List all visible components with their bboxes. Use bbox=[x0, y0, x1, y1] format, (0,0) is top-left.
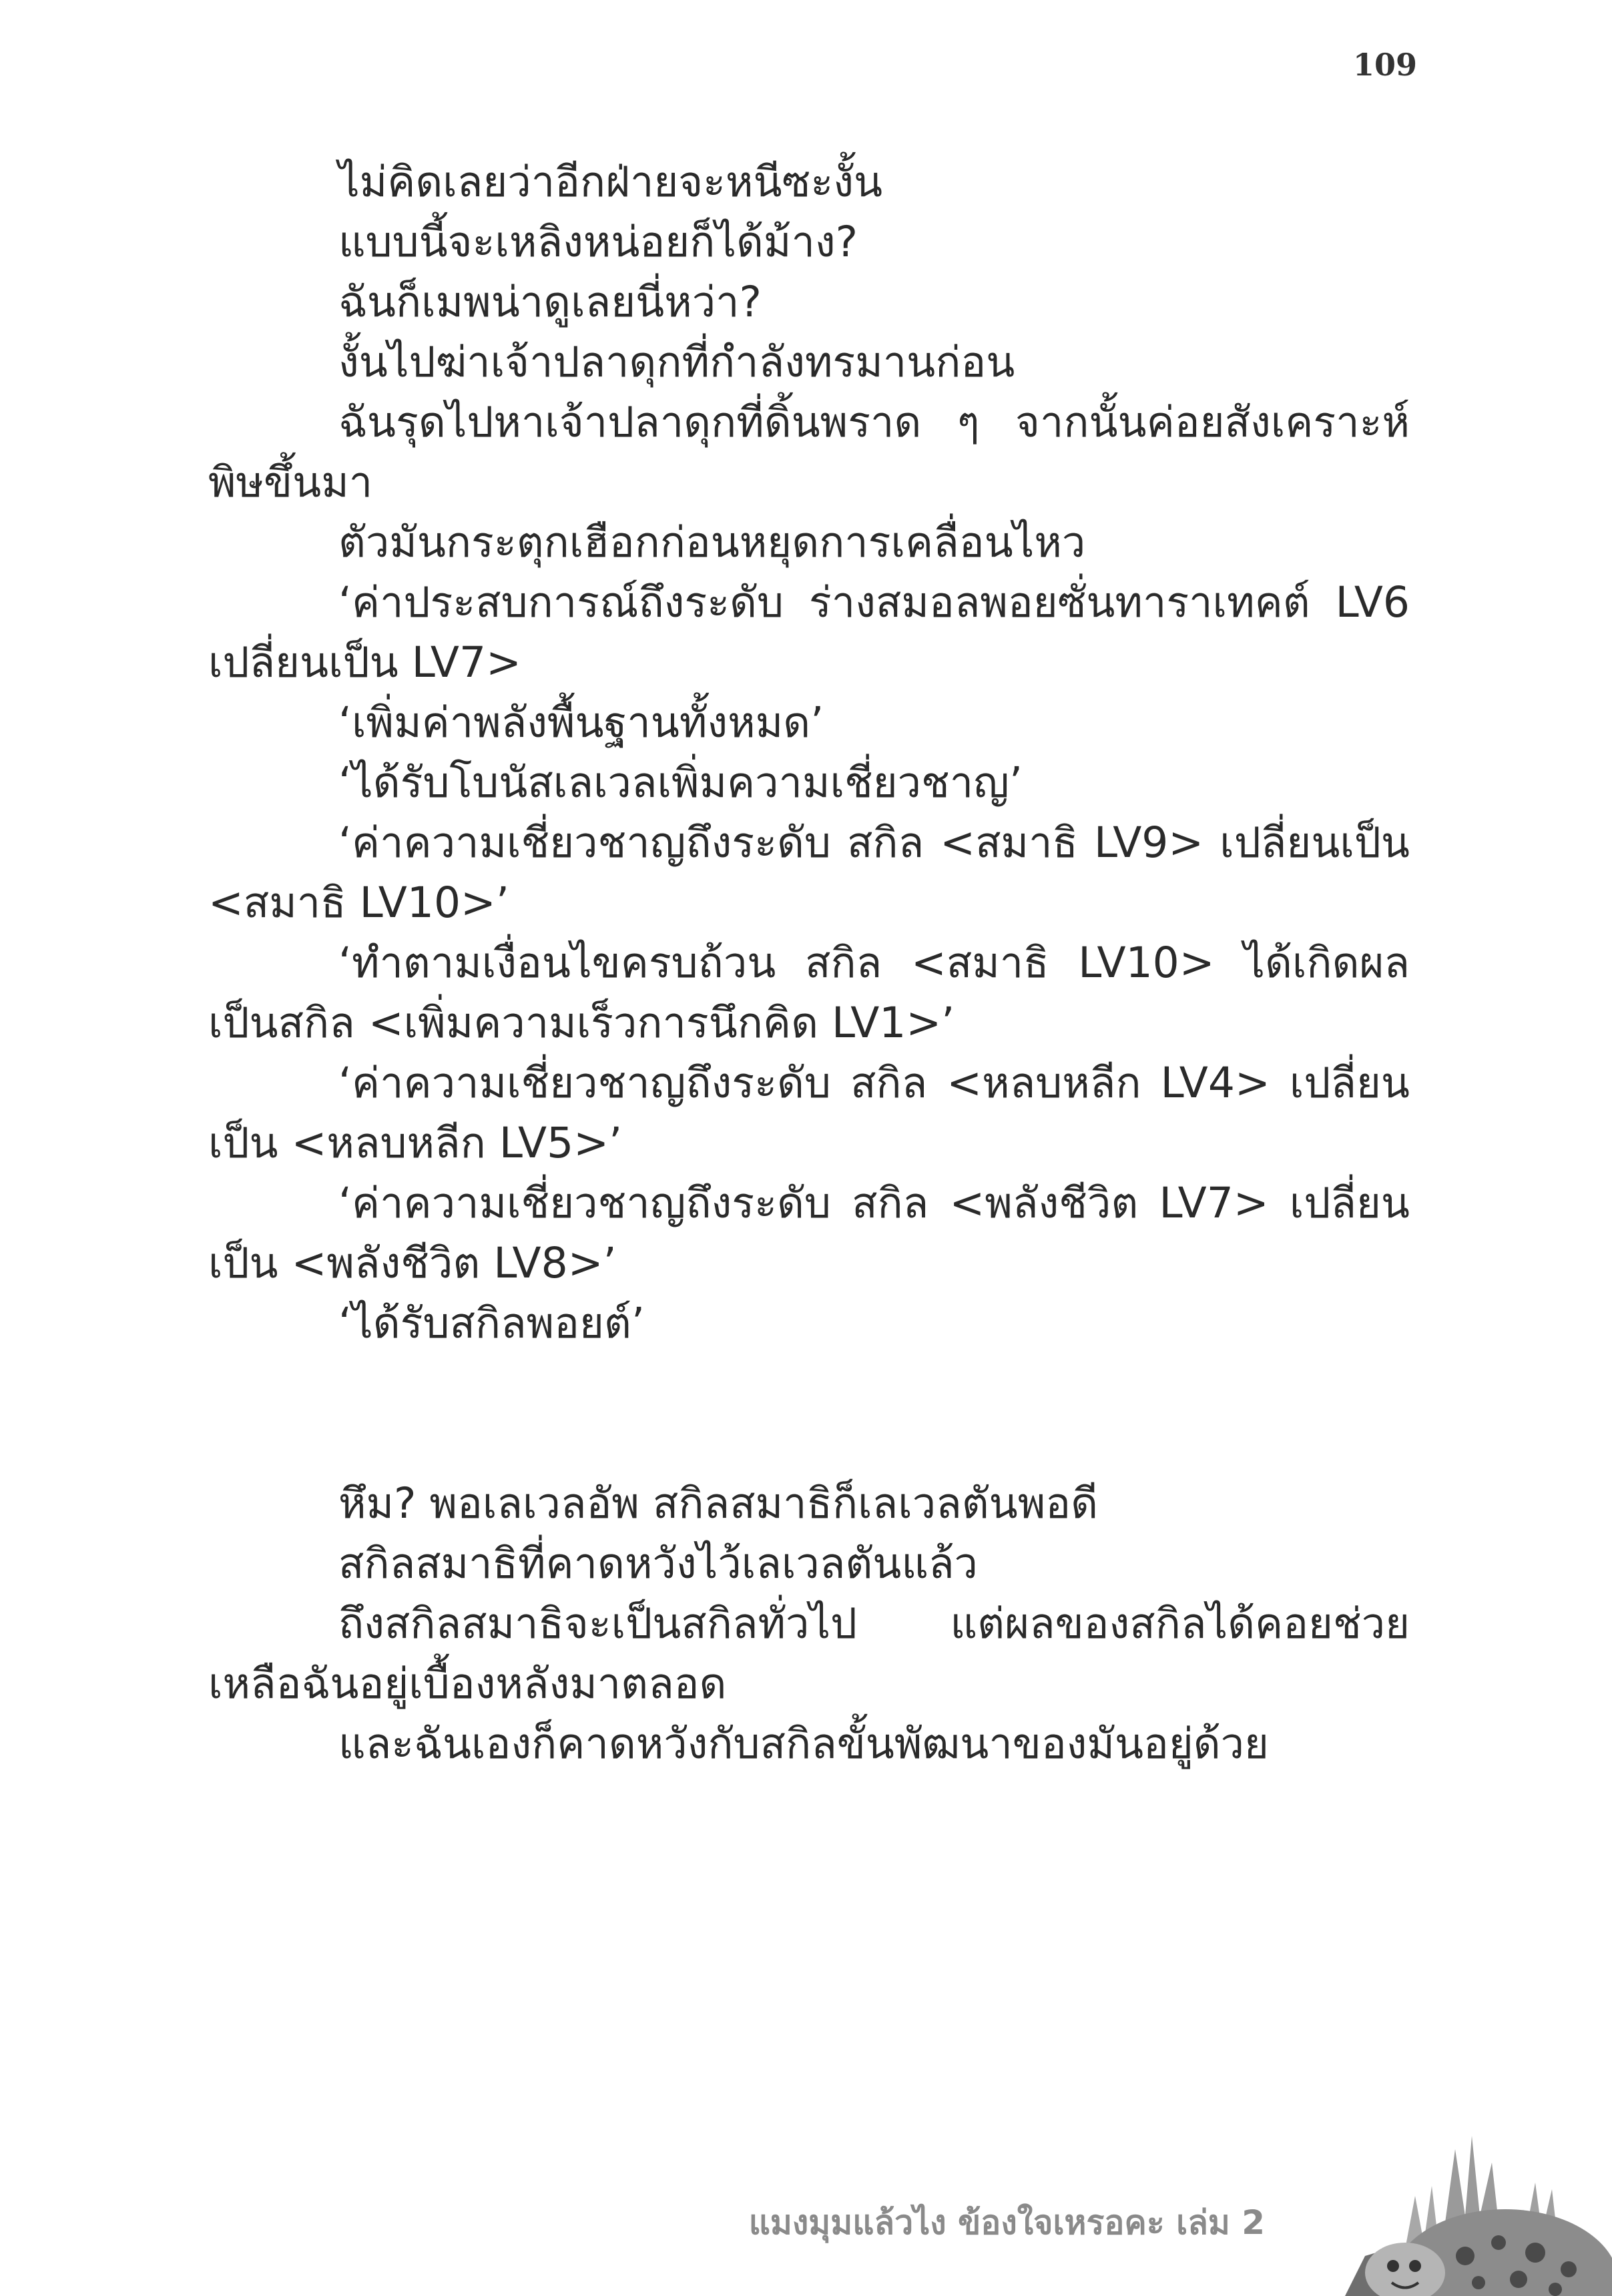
page-number: 109 bbox=[1352, 47, 1417, 83]
body-text bbox=[208, 152, 1410, 1774]
paragraph: สกิลสมาธิที่คาดหวังไว้เลเวลตันแล้ว bbox=[338, 1539, 978, 1588]
paragraph: ฉันรุดไปหาเจ้าปลาดุกที่ดิ้นพราด ๆ จากนั้นค่อยสังเคราะห์พิษขึ้นมา bbox=[208, 398, 1410, 507]
paragraph: ‘ค่าความเชี่ยวชาญถึงระดับ สกิล <พลังชีวิต LV7> เปลี่ยนเป็น <พลังชีวิต LV8>’ bbox=[208, 1179, 1410, 1287]
paragraph: ‘ทำตามเงื่อนไขครบถ้วน สกิล <สมาธิ LV10> ได้เกิดผลเป็นสกิล <เพิ่มความเร็วการนึกคิด LV1>’ bbox=[208, 938, 1410, 1047]
paragraph: หึม? พอเลเวลอัพ สกิลสมาธิก็เลเวลตันพอดี bbox=[338, 1479, 1098, 1528]
paragraph: ‘เพิ่มค่าพลังพื้นฐานทั้งหมด’ bbox=[338, 698, 824, 747]
spider-mascot-icon bbox=[1305, 2122, 1612, 2296]
book-title: แมงมุมแล้วไง ข้องใจเหรอคะ เล่ม 2 bbox=[748, 2203, 1265, 2242]
section-break bbox=[208, 1354, 1410, 1474]
paragraph: ‘ค่าประสบการณ์ถึงระดับ ร่างสมอลพอยซั่นทาราเทคต์ LV6 เปลี่ยนเป็น LV7> bbox=[208, 578, 1410, 687]
paragraph: ไม่คิดเลยว่าอีกฝ่ายจะหนีซะงั้น bbox=[338, 158, 883, 206]
paragraph: ถึงสกิลสมาธิจะเป็นสกิลทั่วไป แต่ผลของสกิลได้คอยช่วยเหลือฉันอยู่เบื้องหลังมาตลอด bbox=[208, 1599, 1410, 1708]
paragraph: ฉันก็เมพน่าดูเลยนี่หว่า? bbox=[338, 278, 762, 326]
paragraph: ‘ได้รับสกิลพอยต์’ bbox=[338, 1299, 645, 1348]
paragraph: งั้นไปฆ่าเจ้าปลาดุกที่กำลังทรมานก่อน bbox=[338, 338, 1015, 386]
page-footer bbox=[0, 2122, 1612, 2296]
paragraph: ‘ค่าความเชี่ยวชาญถึงระดับ สกิล <หลบหลีก LV4> เปลี่ยนเป็น <หลบหลีก LV5>’ bbox=[208, 1059, 1410, 1167]
paragraph: แบบนี้จะเหลิงหน่อยก็ได้ม้าง? bbox=[338, 218, 858, 266]
paragraph: ‘ได้รับโบนัสเลเวลเพิ่มความเชี่ยวชาญ’ bbox=[338, 758, 1023, 807]
paragraph: และฉันเองก็คาดหวังกับสกิลขั้นพัฒนาของมันอยู่ด้วย bbox=[338, 1719, 1269, 1768]
paragraph: ‘ค่าความเชี่ยวชาญถึงระดับ สกิล <สมาธิ LV9> เปลี่ยนเป็น <สมาธิ LV10>’ bbox=[208, 818, 1410, 927]
paragraph: ตัวมันกระตุกเฮือกก่อนหยุดการเคลื่อนไหว bbox=[338, 518, 1086, 567]
